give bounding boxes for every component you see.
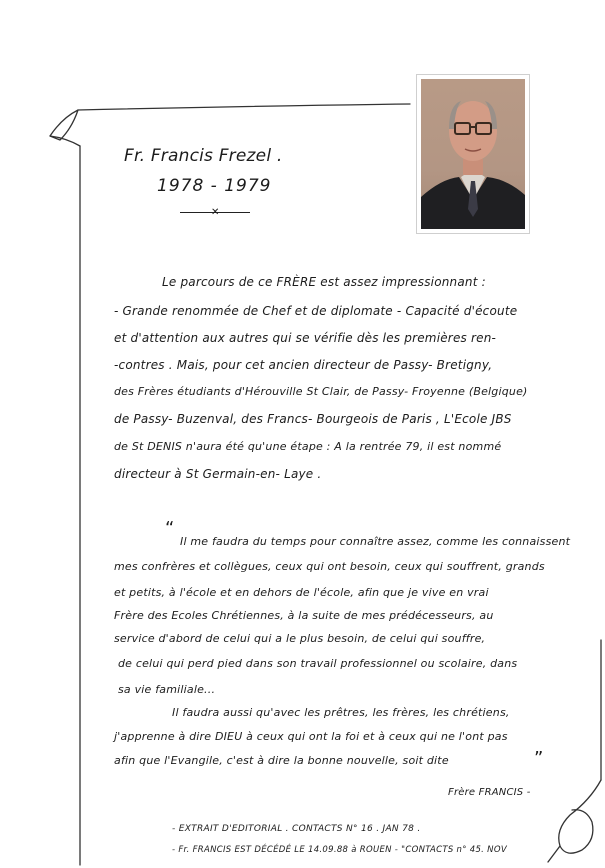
paragraph-line: et d'attention aux autres qui se vérifie dès les premières ren- [114,331,497,345]
quote-line: Il faudra aussi qu'avec les prêtres, les frères, les chrétiens, [172,706,510,719]
paragraph-line: de Passy- Buzenval, des Francs- Bourgeois de Paris , L'Ecole JBS [114,412,512,426]
quote-line: Frère des Ecoles Chrétiennes, à la suite de mes prédécesseurs, au [114,609,494,622]
quote-line: sa vie familiale... [118,683,216,696]
paragraph-line: de St DENIS n'aura été qu'une étape : A la rentrée 79, il est nommé [114,440,502,453]
quote-line: Il me faudra du temps pour connaître assez, comme les connaissent [180,535,571,548]
page-title: Fr. Francis Frezel . [124,146,283,166]
quote-line: service d'abord de celui qui a le plus besoin, de celui qui souffre, [114,632,486,645]
quote-line: j'apprenne à dire DIEU à ceux qui ont la foi et à ceux qui ne l'ont pas [114,730,508,743]
quote-line: mes confrères et collègues, ceux qui ont besoin, ceux qui souffrent, grands [114,560,545,573]
quote-line: et petits, à l'école et en dehors de l'école, afin que je vive en vrai [114,586,489,599]
close-quote-mark: ” [534,748,544,769]
portrait-illustration [421,79,525,229]
paragraph-line: -contres . Mais, pour cet ancien directeur de Passy- Bretigny, [114,358,493,372]
quote-line: afin que l'Evangile, c'est à dire la bonne nouvelle, soit dite [114,754,449,767]
paragraph-line: des Frères étudiants d'Hérouville St Clair, de Passy- Froyenne (Belgique) [114,385,528,398]
paragraph-line: directeur à St Germain-en- Laye . [114,467,322,481]
divider-mark: ✕ [211,207,220,218]
title-years: 1978 - 1979 [157,176,272,196]
portrait-photo [416,74,530,234]
signature: Frère FRANCIS - [448,787,531,798]
footer-note-editorial: - EXTRAIT D'EDITORIAL . CONTACTS N° 16 . JAN 78 . [172,824,421,834]
open-quote-mark: “ [165,518,175,539]
footer-note-deceased: - Fr. FRANCIS EST DÉCÉDÉ LE 14.09.88 à ROUEN - "CONTACTS n° 45. NOV [172,845,507,855]
paragraph-line: - Grande renommée de Chef et de diplomate - Capacité d'écoute [114,304,518,318]
paragraph-line: Le parcours de ce FRÈRE est assez impressionnant : [162,275,486,289]
quote-line: de celui qui perd pied dans son travail professionnel ou scolaire, dans [118,657,518,670]
